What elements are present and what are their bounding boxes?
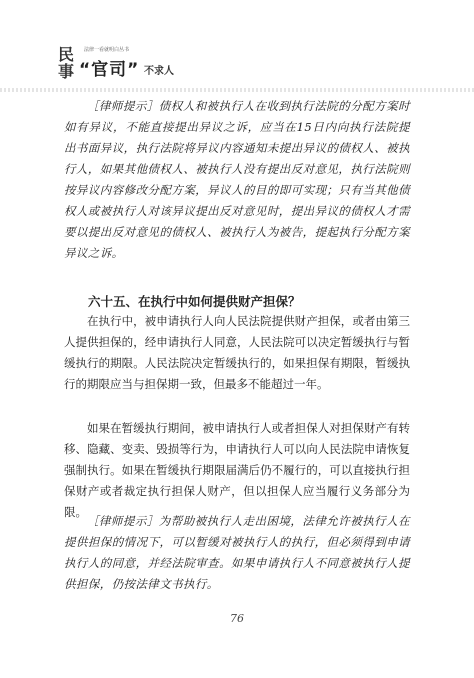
- lawyer-tip-2: [64, 511, 410, 595]
- page-number: 76: [230, 612, 244, 625]
- paragraph-2-text: 如果在暂缓执行期间，被申请执行人或者担保人对担保财产有转移、隐藏、变卖、毁损等行为，申请执行人可以向人民法院申请恢复强制执行。如果在暂缓执行期限届满后仍不履行的，可以直接执行担保财产或者裁定执行担保人财产，但以担保人应当履行义务部分为限。: [64, 421, 410, 519]
- header-decoration: [0, 88, 474, 92]
- series-logo: [58, 42, 208, 82]
- lawyer-tip-2-text: ［律师提示］为帮助被执行人走出困境，法律允许被执行人在提供担保的情况下，可以暂缓对被执行人的执行，但必须得到申请执行人的同意，并经法院审查。如果申请执行人不同意被执行人提供担保，仍按法律文书执行。: [64, 514, 410, 591]
- logo-series-subtitle: 法律一看就明白丛书: [84, 47, 130, 53]
- logo-char-shi: 事: [58, 62, 75, 81]
- body-paragraph-2: [64, 418, 410, 523]
- section-heading: 六十五、在执行中如何提供财产担保？: [88, 294, 301, 309]
- logo-char-min: 民: [58, 45, 75, 64]
- logo-guansi: “官司”: [79, 60, 140, 80]
- lawyer-tip-1-text: ［律师提示］债权人和被执行人在收到执行法院的分配方案时如有异议，不能直接提出异议之诉，应当在15日内向执行法院提出书面异议，执行法院将异议内容通知未提出异议的债权人、被执行人，如果其他债权人、被执行人没有提出反对意见，执行法院则按异议内容修改分配方案，异议人的目的即可实现；只有当其他债权人或被执行人对该异议提出反对意见时，提出异议的债权人才需要以提出反对意见的债权人、被执行人为被告，提起执行分配方案异议之诉。: [64, 99, 410, 260]
- body-paragraph-1: [64, 311, 410, 395]
- lawyer-tip-1: [64, 96, 410, 264]
- paragraph-1-text: 在执行中，被申请执行人向人民法院提供财产担保，或者由第三人提供担保的，经申请执行人同意，人民法院可以决定暂缓执行与暂缓执行的期限。人民法院决定暂缓执行的，如果担保有期限，暂缓执行的期限应当与担保期一致，但最多不能超过一年。: [64, 314, 410, 391]
- logo-buqiu: 不求人: [144, 66, 174, 77]
